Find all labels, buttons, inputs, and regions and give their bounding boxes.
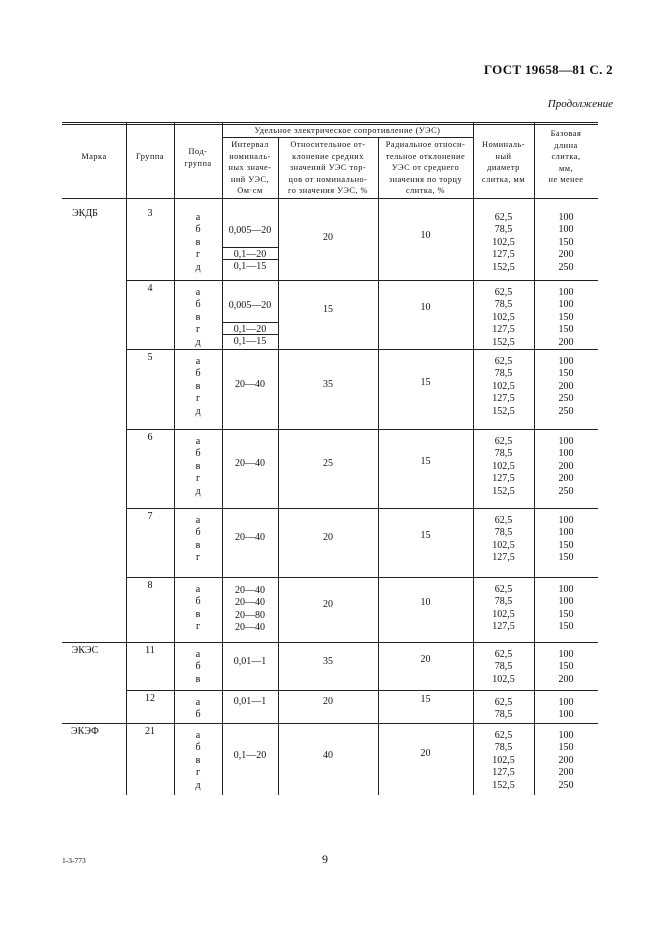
subgroup-list-value: а — [195, 515, 201, 526]
group-separator — [62, 642, 598, 643]
diameter-list-value: 152,5 — [492, 485, 515, 497]
subgroup-list — [174, 730, 222, 792]
resistivity-interval: 20—40 — [235, 378, 265, 390]
subgroup-list-value: д — [195, 405, 201, 417]
diameter-list-value: 62,5 — [494, 212, 513, 223]
length-list-value: 200 — [558, 473, 574, 485]
length-list-value: 100 — [558, 448, 574, 460]
diameter-list-value: 78,5 — [494, 742, 513, 754]
subgroup-list-value: г — [195, 473, 201, 485]
print-code: 1-3-773 — [62, 856, 86, 865]
diameter-list-value: 127,5 — [492, 393, 515, 405]
subgroup-list-value: г — [195, 324, 201, 336]
diameter-list-value: 152,5 — [492, 405, 515, 417]
subgroup-list-value: б — [195, 527, 201, 539]
relative-deviation: 20 — [323, 599, 333, 610]
resistivity-interval: 0,1—15 — [233, 261, 267, 272]
header-grade: Марка — [81, 152, 107, 161]
subgroup-list-value: б — [195, 299, 201, 311]
subgroup-list-value: д — [195, 336, 201, 348]
subgroup-list-value: в — [195, 673, 201, 685]
length-list-value: 150 — [558, 236, 574, 248]
length-list-value: 200 — [558, 336, 574, 348]
group-number: 8 — [147, 580, 153, 591]
subgroup-list-value: б — [195, 596, 201, 608]
length-list — [534, 436, 598, 498]
length-list-value: 150 — [558, 368, 574, 380]
length-list-value: 150 — [558, 661, 574, 673]
subgroup-list — [174, 212, 222, 274]
subgroup-list-value: б — [195, 368, 201, 380]
subgroup-list — [174, 697, 222, 722]
page-number: 9 — [322, 852, 328, 866]
header-ues: Удельное электрическое сопротивление (УЭС) — [254, 126, 441, 135]
subgroup-list-value: а — [195, 436, 201, 447]
continuation-label: Продолжение — [547, 98, 613, 110]
diameter-list-value: 127,5 — [492, 324, 515, 336]
length-list — [534, 730, 598, 792]
length-list-value: 150 — [558, 552, 574, 564]
subgroup-list-value: а — [195, 584, 201, 595]
length-list-value: 250 — [558, 779, 574, 791]
resistivity-interval-list-value: 20—80 — [235, 609, 265, 621]
group-separator — [126, 280, 598, 281]
resistivity-interval: 20—40 — [235, 532, 265, 543]
length-list-value: 100 — [558, 527, 574, 539]
length-list-value: 100 — [558, 356, 574, 367]
resistivity-interval-list — [222, 585, 278, 635]
subgroup-list-value: б — [195, 448, 201, 460]
radial-deviation: 10 — [420, 597, 431, 608]
length-list-value: 100 — [558, 709, 574, 721]
diameter-list-value: 62,5 — [494, 436, 513, 447]
length-list-value: 250 — [558, 393, 574, 405]
resistivity-interval: 0,01—1 — [233, 655, 267, 667]
group-number: 21 — [145, 726, 155, 737]
diameter-list — [473, 356, 534, 418]
length-list-value: 200 — [558, 754, 574, 766]
subgroup-list-value: в — [195, 539, 201, 551]
resistivity-interval: 0,005—20 — [228, 225, 272, 236]
subgroup-list-value: в — [195, 380, 201, 392]
group-separator — [62, 723, 598, 724]
group-separator — [126, 429, 598, 430]
resistivity-interval: 0,1—20 — [233, 249, 267, 260]
length-list-value: 100 — [558, 436, 574, 447]
diameter-list-value: 127,5 — [492, 249, 515, 261]
diameter-list-value: 78,5 — [494, 709, 513, 721]
diameter-list — [473, 697, 534, 722]
diameter-list-value: 127,5 — [492, 767, 515, 779]
length-list-value: 200 — [558, 460, 574, 472]
diameter-list-value: 102,5 — [492, 754, 515, 766]
diameter-list-value: 62,5 — [494, 287, 513, 298]
length-list-value: 100 — [558, 515, 574, 526]
diameter-list-value: 127,5 — [492, 473, 515, 485]
diameter-list — [473, 515, 534, 565]
radial-deviation: 15 — [420, 376, 431, 388]
diameter-list — [473, 436, 534, 498]
subgroup-list-value: г — [195, 621, 201, 633]
radial-deviation: 20 — [420, 748, 431, 759]
header-interval: Интервал номиналь- ных значе- ний УЭС, Ом·см — [228, 140, 272, 196]
length-list-value: 100 — [558, 596, 574, 608]
diameter-list — [473, 287, 534, 349]
subgroup-list — [174, 287, 222, 349]
group-separator — [126, 349, 598, 350]
length-list-value: 150 — [558, 311, 574, 323]
relative-deviation: 20 — [323, 232, 333, 243]
diameter-list-value: 102,5 — [492, 236, 515, 248]
diameter-list-value: 102,5 — [492, 608, 515, 620]
diameter-list-value: 127,5 — [492, 621, 515, 633]
group-number: 11 — [145, 645, 155, 656]
diameter-list-value: 62,5 — [494, 584, 513, 595]
group-number: 4 — [147, 283, 153, 294]
diameter-list-value: 78,5 — [494, 448, 513, 460]
radial-deviation: 20 — [420, 653, 431, 665]
group-number: 12 — [145, 693, 155, 704]
grade-name: ЭКЭФ — [71, 726, 99, 737]
length-list-value: 200 — [558, 673, 574, 685]
length-list-value: 200 — [558, 249, 574, 261]
diameter-list — [473, 730, 534, 792]
subgroup-list-value: а — [195, 212, 201, 223]
subgroup-list-value: г — [195, 552, 201, 564]
subgroup-list-value: б — [195, 661, 201, 673]
subgroup-list-value: д — [195, 485, 201, 497]
diameter-list-value: 78,5 — [494, 661, 513, 673]
diameter-list-value: 62,5 — [494, 515, 513, 526]
diameter-list-value: 62,5 — [494, 697, 513, 708]
length-list — [534, 697, 598, 722]
length-list-value: 250 — [558, 405, 574, 417]
length-list-value: 150 — [558, 608, 574, 620]
group-number: 6 — [147, 432, 153, 443]
group-number: 3 — [147, 208, 153, 219]
header-relative-deviation: Относительное от- клонение средних значений УЭС тор- цов от номинально- го значения УЭС, % — [288, 140, 368, 196]
diameter-list-value: 102,5 — [492, 539, 515, 551]
diameter-list-value: 62,5 — [494, 649, 513, 660]
subgroup-list-value: в — [195, 460, 201, 472]
diameter-list — [473, 584, 534, 634]
group-separator — [126, 577, 598, 578]
length-list — [534, 649, 598, 686]
subgroup-list-value: а — [195, 730, 201, 741]
header-length: Базовая длина слитка, мм, не менее — [548, 129, 584, 185]
diameter-list-value: 102,5 — [492, 460, 515, 472]
resistivity-interval-list-value: 20—40 — [235, 622, 265, 634]
subgroup-list-value: б — [195, 224, 201, 236]
subgroup-list — [174, 515, 222, 565]
subgroup-list-value: г — [195, 249, 201, 261]
resistivity-interval: 0,005—20 — [228, 300, 272, 311]
subgroup-list-value: а — [195, 356, 201, 367]
header-diameter: Номиналь- ный диаметр слитка, мм — [481, 140, 526, 184]
subgroup-list — [174, 356, 222, 418]
resistivity-interval: 0,1—20 — [233, 750, 267, 761]
diameter-list-value: 78,5 — [494, 299, 513, 311]
grade-name: ЭКЭС — [71, 645, 99, 656]
subgroup-list-value: а — [195, 287, 201, 298]
diameter-list-value: 152,5 — [492, 336, 515, 348]
diameter-list-value: 102,5 — [492, 311, 515, 323]
diameter-list — [473, 649, 534, 686]
subgroup-list-value: а — [195, 649, 201, 660]
resistivity-interval: 0,1—15 — [233, 336, 267, 347]
length-list-value: 200 — [558, 380, 574, 392]
subgroup-list-value: в — [195, 236, 201, 248]
header-group: Группа — [135, 152, 165, 161]
relative-deviation: 40 — [323, 750, 333, 761]
diameter-list-value: 152,5 — [492, 779, 515, 791]
relative-deviation: 20 — [323, 532, 333, 543]
relative-deviation: 20 — [323, 696, 333, 707]
radial-deviation: 15 — [420, 694, 431, 705]
length-list — [534, 212, 598, 274]
resistivity-interval-list-value: 20—40 — [235, 597, 265, 609]
relative-deviation: 35 — [323, 378, 333, 390]
radial-deviation: 10 — [420, 230, 431, 241]
diameter-list-value: 127,5 — [492, 552, 515, 564]
resistivity-interval: 0,01—1 — [233, 696, 267, 707]
header-subgroup: Под- группа — [184, 147, 212, 168]
header-radial-deviation: Радиальное относи- тельное отклонение УЭС от среднего значения по торцу слитка, % — [385, 140, 466, 196]
interval-split-rule — [222, 322, 278, 323]
length-list-value: 100 — [558, 212, 574, 223]
resistivity-interval: 0,1—20 — [233, 324, 267, 335]
length-list-value: 150 — [558, 742, 574, 754]
length-list-value: 250 — [558, 261, 574, 273]
length-list-value: 100 — [558, 584, 574, 595]
subgroup-list-value: д — [195, 779, 201, 791]
resistivity-interval-list-value: 20—40 — [235, 585, 265, 596]
length-list — [534, 356, 598, 418]
diameter-list-value: 102,5 — [492, 673, 515, 685]
diameter-list-value: 78,5 — [494, 596, 513, 608]
subgroup-list-value: б — [195, 742, 201, 754]
group-separator — [126, 690, 598, 691]
subgroup-list — [174, 649, 222, 686]
subgroup-list-value: в — [195, 754, 201, 766]
length-list-value: 200 — [558, 767, 574, 779]
length-list-value: 100 — [558, 287, 574, 298]
subgroup-list-value: д — [195, 261, 201, 273]
subgroup-list-value: б — [195, 709, 201, 721]
diameter-list-value: 78,5 — [494, 527, 513, 539]
subgroup-list-value: в — [195, 311, 201, 323]
relative-deviation: 15 — [323, 304, 333, 315]
group-separator — [126, 508, 598, 509]
length-list-value: 250 — [558, 485, 574, 497]
interval-split-rule — [222, 247, 278, 248]
diameter-list-value: 62,5 — [494, 730, 513, 741]
diameter-list-value: 102,5 — [492, 380, 515, 392]
length-list-value: 150 — [558, 324, 574, 336]
subgroup-list — [174, 584, 222, 634]
diameter-list-value: 78,5 — [494, 368, 513, 380]
length-list-value: 150 — [558, 539, 574, 551]
radial-deviation: 15 — [420, 456, 431, 467]
document-reference: ГОСТ 19658—81 С. 2 — [483, 62, 613, 77]
relative-deviation: 35 — [323, 655, 333, 667]
length-list-value: 100 — [558, 649, 574, 660]
subgroup-list-value: в — [195, 608, 201, 620]
group-number: 7 — [147, 511, 153, 522]
length-list — [534, 515, 598, 565]
length-list — [534, 584, 598, 634]
diameter-list-value: 78,5 — [494, 224, 513, 236]
subgroup-list — [174, 436, 222, 498]
length-list-value: 100 — [558, 730, 574, 741]
diameter-list-value: 152,5 — [492, 261, 515, 273]
ues-subheader-rule — [222, 137, 473, 138]
radial-deviation: 10 — [420, 302, 431, 313]
length-list-value: 100 — [558, 224, 574, 236]
subgroup-list-value: г — [195, 393, 201, 405]
group-number: 5 — [147, 352, 153, 363]
length-list-value: 100 — [558, 299, 574, 311]
subgroup-list-value: а — [195, 697, 201, 708]
length-list — [534, 287, 598, 349]
header-bottom-rule — [62, 198, 598, 199]
subgroup-list-value: г — [195, 767, 201, 779]
relative-deviation: 25 — [323, 458, 333, 469]
grade-name: ЭКДБ — [72, 208, 98, 219]
diameter-list — [473, 212, 534, 274]
length-list-value: 150 — [558, 621, 574, 633]
diameter-list-value: 62,5 — [494, 356, 513, 367]
radial-deviation: 15 — [420, 530, 431, 541]
length-list-value: 100 — [558, 697, 574, 708]
resistivity-interval: 20—40 — [235, 458, 265, 469]
